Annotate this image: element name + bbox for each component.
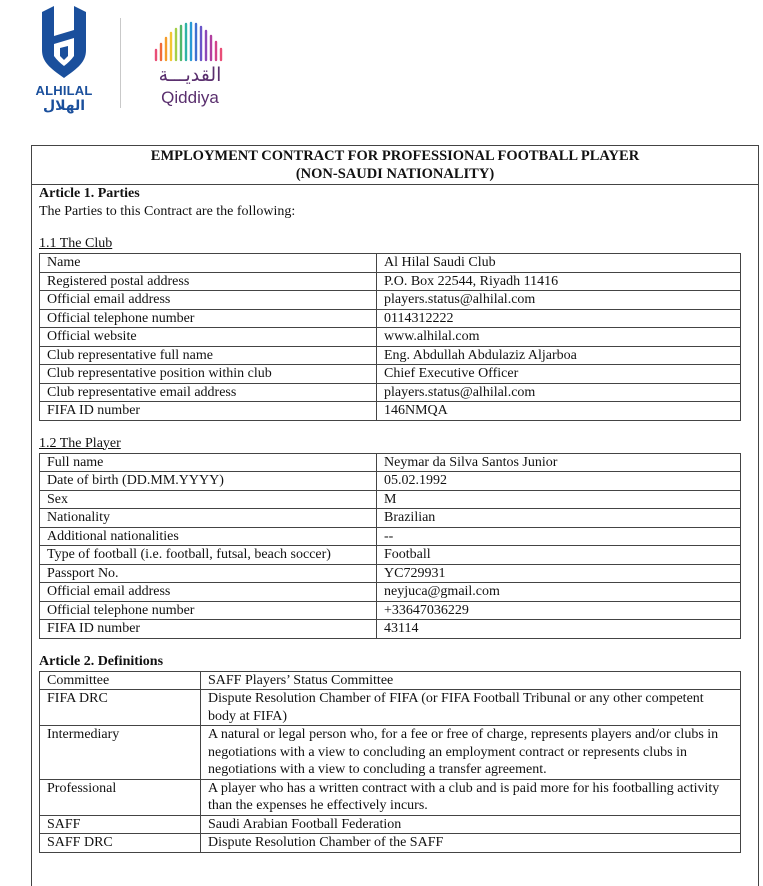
table-row (40, 527, 741, 546)
definition-text: A player who has a written contract with a club and is paid more for his footballing activity than the expenses he effectively incurs. (201, 779, 741, 815)
field-label: Official telephone number (40, 309, 377, 328)
table-row (40, 690, 741, 726)
field-value: neyjuca@gmail.com (377, 583, 741, 602)
player-table (39, 453, 741, 639)
alhilal-logo-arabic: الهلال (42, 98, 86, 114)
field-label: Name (40, 254, 377, 273)
table-row (40, 583, 741, 602)
club-section-heading: 1.1 The Club (39, 236, 113, 251)
field-label: Official website (40, 328, 377, 347)
field-value: www.alhilal.com (377, 328, 741, 347)
table-row (40, 601, 741, 620)
table-row (40, 383, 741, 402)
definition-text: Saudi Arabian Football Federation (201, 815, 741, 834)
field-label: Official telephone number (40, 601, 377, 620)
field-label: Club representative full name (40, 346, 377, 365)
contract-title (32, 146, 758, 185)
field-label: Club representative position within club (40, 365, 377, 384)
field-label: Full name (40, 453, 377, 472)
definition-term: Professional (40, 779, 201, 815)
field-label: Registered postal address (40, 272, 377, 291)
table-row (40, 365, 741, 384)
table-row (40, 453, 741, 472)
field-value: Chief Executive Officer (377, 365, 741, 384)
table-row (40, 328, 741, 347)
field-value: +33647036229 (377, 601, 741, 620)
table-row (40, 815, 741, 834)
club-table (39, 253, 741, 421)
field-value: Neymar da Silva Santos Junior (377, 453, 741, 472)
contract-title-line2: (NON-SAUDI NATIONALITY) (295, 166, 495, 182)
table-row (40, 834, 741, 853)
contract-title-line1: EMPLOYMENT CONTRACT FOR PROFESSIONAL FOOTBALL PLAYER (150, 148, 640, 164)
table-row (40, 309, 741, 328)
table-row (40, 620, 741, 639)
table-row (40, 779, 741, 815)
table-row (40, 509, 741, 528)
field-label: Type of football (i.e. football, futsal, beach soccer) (40, 546, 377, 565)
field-label: FIFA ID number (40, 620, 377, 639)
field-value: players.status@alhilal.com (377, 291, 741, 310)
contract-body (32, 185, 758, 853)
table-row (40, 546, 741, 565)
field-label: Passport No. (40, 564, 377, 583)
field-value: YC729931 (377, 564, 741, 583)
table-row (40, 291, 741, 310)
field-label: Additional nationalities (40, 527, 377, 546)
field-value: Eng. Abdullah Abdulaziz Aljarboa (377, 346, 741, 365)
header-logos (30, 6, 290, 116)
field-value: -- (377, 527, 741, 546)
qiddiya-skyline-icon (150, 20, 230, 62)
definition-text: SAFF Players’ Status Committee (201, 671, 741, 690)
logo-divider (120, 18, 121, 108)
definition-term: SAFF (40, 815, 201, 834)
contract-document (31, 145, 759, 886)
field-value: Brazilian (377, 509, 741, 528)
table-row (40, 254, 741, 273)
table-row (40, 671, 741, 690)
qiddiya-logo-text: Qiddiya (161, 88, 219, 107)
field-label: Nationality (40, 509, 377, 528)
article-1-intro: The Parties to this Contract are the following: (39, 204, 296, 219)
table-row (40, 472, 741, 491)
alhilal-logo (32, 6, 94, 112)
field-label: Sex (40, 490, 377, 509)
field-label: Official email address (40, 583, 377, 602)
field-value: 146NMQA (377, 402, 741, 421)
field-value: M (377, 490, 741, 509)
field-label: Official email address (40, 291, 377, 310)
definition-text: A natural or legal person who, for a fee or free of charge, represents players and/or clubs in negotiations with a view to concluding an employment contract or represents clubs in negotiations with a view to concluding a transfer agreement. (201, 726, 741, 780)
table-row (40, 346, 741, 365)
field-label: Club representative email address (40, 383, 377, 402)
article-1-heading: Article 1. Parties (39, 186, 140, 201)
player-section-heading: 1.2 The Player (39, 435, 121, 451)
field-value: Football (377, 546, 741, 565)
definitions-table (39, 671, 741, 853)
definition-term: FIFA DRC (40, 690, 201, 726)
alhilal-logo-text: ALHILAL (35, 83, 93, 98)
field-value: 43114 (377, 620, 741, 639)
definition-text: Dispute Resolution Chamber of FIFA (or FIFA Football Tribunal or any other competent body at FIFA) (201, 690, 741, 726)
qiddiya-logo (144, 20, 254, 110)
field-label: Date of birth (DD.MM.YYYY) (40, 472, 377, 491)
field-value: P.O. Box 22544, Riyadh 11416 (377, 272, 741, 291)
alhilal-emblem-icon (38, 6, 90, 80)
table-row (40, 272, 741, 291)
table-row (40, 726, 741, 780)
definition-term: Intermediary (40, 726, 201, 780)
field-value: 0114312222 (377, 309, 741, 328)
qiddiya-logo-arabic: القديـــة (158, 64, 222, 86)
table-row (40, 564, 741, 583)
field-value: Al Hilal Saudi Club (377, 254, 741, 273)
field-label: FIFA ID number (40, 402, 377, 421)
definition-text: Dispute Resolution Chamber of the SAFF (201, 834, 741, 853)
table-row (40, 402, 741, 421)
article-2-heading: Article 2. Definitions (39, 653, 164, 669)
field-value: 05.02.1992 (377, 472, 741, 491)
definition-term: SAFF DRC (40, 834, 201, 853)
field-value: players.status@alhilal.com (377, 383, 741, 402)
table-row (40, 490, 741, 509)
definition-term: Committee (40, 671, 201, 690)
